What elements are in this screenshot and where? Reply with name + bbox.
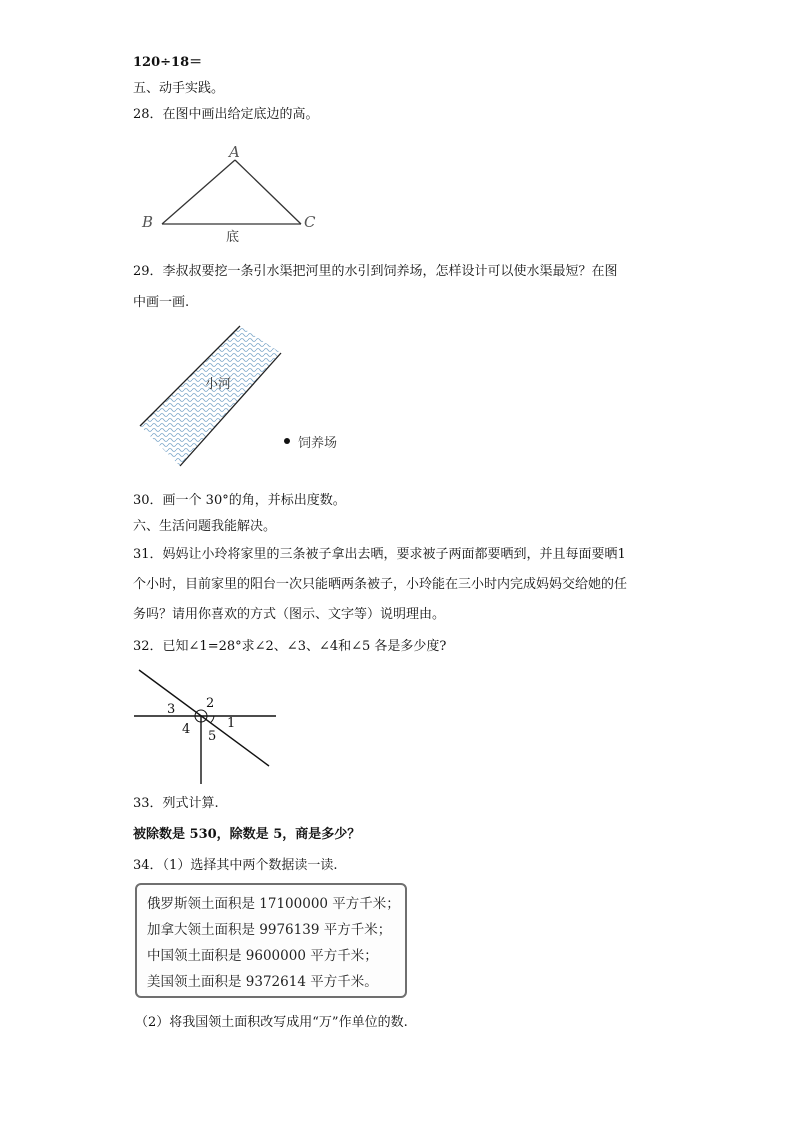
area-row-usa: 美国领土面积是 9372614 平方千米。 <box>147 974 378 990</box>
angle-3-label: 3 <box>167 702 176 717</box>
question-31-line-2: 个小时，目前家里的阳台一次只能晒两条被子，小玲能在三小时内完成妈妈交给她的任 <box>133 577 628 592</box>
angle-2-label: 2 <box>206 696 215 711</box>
question-29-line-2: 中画一画. <box>133 295 190 310</box>
question-30: 30．画一个 30°的角，并标出度数。 <box>133 493 346 508</box>
triangle-figure <box>138 140 328 250</box>
question-34-part-1: 34．（1）选择其中两个数据读一读. <box>133 858 338 873</box>
river-figure <box>136 322 366 472</box>
angle-1-label: 1 <box>227 716 236 731</box>
calc-line: 120÷18＝ <box>133 55 203 70</box>
question-33: 33．列式计算. <box>133 796 219 811</box>
area-data-box <box>135 883 407 998</box>
question-32: 32．已知∠1=28°求∠2、∠3、∠4和∠5 各是多少度? <box>133 639 447 654</box>
base-label: 底 <box>226 230 240 245</box>
question-29-line-1: 29．李叔叔要挖一条引水渠把河里的水引到饲养场，怎样设计可以使水渠最短？在图 <box>133 264 618 279</box>
vertex-a-label: A <box>229 143 240 161</box>
question-31-line-3: 务吗？请用你喜欢的方式（图示、文字等）说明理由。 <box>133 607 446 622</box>
angle-figure <box>130 666 280 788</box>
angle-5-label: 5 <box>208 729 217 744</box>
angle-4-label: 4 <box>182 722 191 737</box>
area-row-china: 中国领土面积是 9600000 平方千米； <box>147 948 378 964</box>
question-34-part-2: （2）将我国领土面积改写成用“万”作单位的数. <box>135 1015 408 1030</box>
vertex-b-label: B <box>142 213 154 231</box>
area-row-russia: 俄罗斯领土面积是 17100000 平方千米； <box>147 896 400 912</box>
vertex-c-label: C <box>304 213 316 231</box>
farm-point <box>284 438 290 444</box>
area-row-canada: 加拿大领土面积是 9976139 平方千米； <box>147 922 392 938</box>
river-area <box>140 326 281 466</box>
question-33-sub: 被除数是 530，除数是 5，商是多少？ <box>133 827 361 842</box>
question-31-line-1: 31．妈妈让小玲将家里的三条被子拿出去晒，要求被子两面都要晒到，并且每面要晒1 <box>133 547 626 562</box>
river-label: 小河 <box>205 377 232 392</box>
section-5-heading: 五、动手实践。 <box>133 81 225 96</box>
farm-label: 饲养场 <box>298 436 338 451</box>
question-28: 28．在图中画出给定底边的高。 <box>133 107 319 122</box>
section-6-heading: 六、生活问题我能解决。 <box>133 519 277 534</box>
